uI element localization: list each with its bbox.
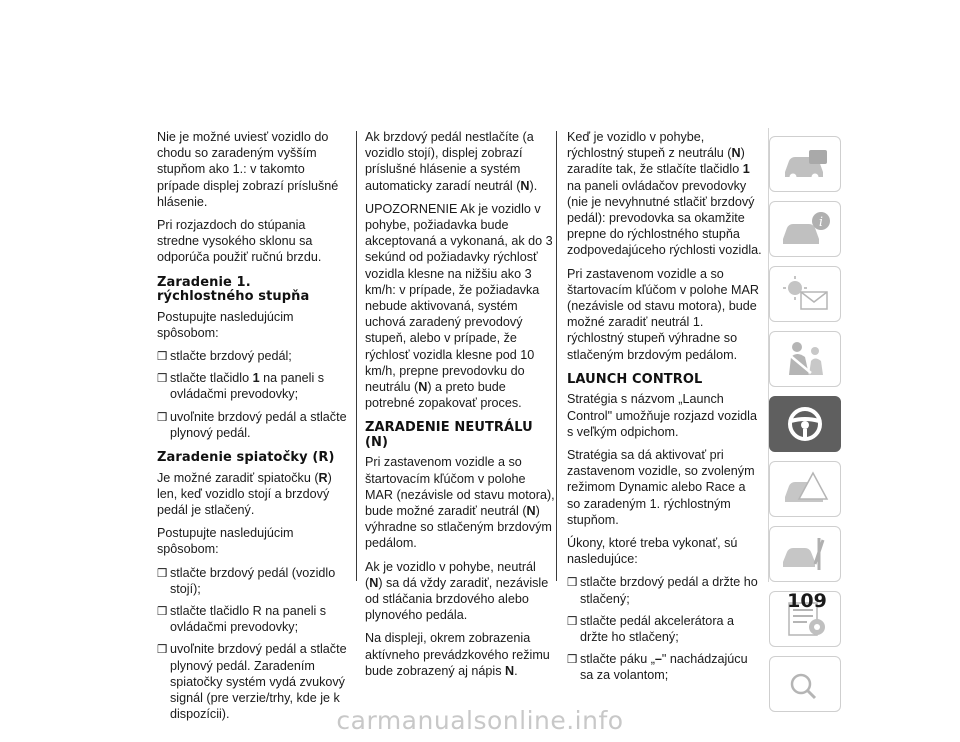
passenger-safety-icon — [779, 339, 831, 379]
checkbox-bullet-icon: ❒ — [157, 351, 168, 364]
paragraph: Stratégia sa dá aktivovať pri zastavenom vozidle, so zvoleným režimom Dynamic alebo Race a so zaradeným 1. rýchlostným stupňom. — [567, 447, 755, 527]
warning-lights-icon — [779, 274, 831, 314]
step-list — [567, 574, 762, 683]
list-item: ❒ stlačte brzdový pedál (vozidlo stojí); — [157, 565, 336, 596]
button-key: 1 — [742, 162, 750, 177]
text-column-1 — [157, 129, 347, 728]
gear-key: N — [418, 380, 428, 395]
emergency-car-icon — [779, 469, 831, 509]
tab-emergency[interactable] — [769, 461, 841, 517]
paragraph: Na displeji, okrem zobrazenia aktívneho prevádzkového režimu bude zobrazený aj nápis N. — [365, 631, 550, 678]
tab-starting-driving[interactable] — [769, 396, 841, 452]
checkbox-bullet-icon: ❒ — [157, 411, 168, 424]
paragraph: Postupujte nasledujúcim spôsobom: — [157, 526, 294, 557]
tab-index[interactable] — [769, 656, 841, 712]
paragraph: Je možné zaradiť spiatočku (R) len, keď vozidlo stojí a brzdový pedál je stlačený. — [157, 470, 332, 517]
paragraph: Pri zastavenom vozidle a so štartovacím kľúčom v polohe MAR (nezávisle od stavu motora), bude možné zaradiť neutrál 1. rýchlostný stupeň výhradne so stlačeným brzdovým pedálom. — [567, 266, 759, 362]
checkbox-bullet-icon: ❒ — [567, 577, 578, 590]
list-item: ❒ stlačte pedál akcelerátora a držte ho stlačený; — [567, 613, 735, 644]
checkbox-bullet-icon: ❒ — [157, 567, 168, 580]
gear-key: N — [505, 663, 515, 678]
index-search-icon — [779, 664, 831, 704]
step-list — [157, 565, 347, 723]
maintenance-tools-icon — [779, 534, 831, 574]
gear-key: N — [369, 575, 379, 590]
tab-maintenance[interactable] — [769, 526, 841, 582]
tab-occupant-safety[interactable] — [769, 331, 841, 387]
button-key: 1 — [252, 371, 260, 386]
paragraph: Postupujte nasledujúcim spôsobom: — [157, 309, 294, 340]
gear-key: N — [526, 504, 536, 519]
tab-safety-info[interactable] — [769, 201, 841, 257]
watermark: carmanualsonline.info — [336, 706, 624, 735]
text-column-3 — [567, 129, 762, 690]
paragraph: Ak je vozidlo v pohybe, neutrál (N) sa dá vždy zaradiť, nezávisle od stláčania brzdového alebo plynového pedála. — [365, 559, 549, 623]
paragraph: Pri zastavenom vozidle a so štartovacím kľúčom v polohe MAR (nezávisle od stavu motora), bude možné zaradiť neutrál (N) výhradne so stlačeným brzdovým pedálom. — [365, 455, 555, 551]
list-item: ❒ stlačte tlačidlo 1 na paneli s ovládačmi prevodovky; — [157, 371, 325, 402]
chapter-tabs — [769, 136, 841, 721]
list-item: ❒ uvoľnite brzdový pedál a stlačte plynový pedál. — [157, 409, 347, 440]
page-number: 109 — [787, 590, 827, 612]
section-heading: LAUNCH CONTROL — [567, 371, 703, 387]
list-item: ❒ stlačte tlačidlo R na paneli s ovládačmi prevodovky; — [157, 603, 327, 635]
paragraph: UPOZORNENIE Ak je vozidlo v pohybe, požiadavka bude akceptovaná a vykonaná, ak do 3 sekúnd od požiadavky rýchlosť vozidla klesne na nižšiu ako 3 km/h: v prípade, že požiadavka nebude aktivovaná, systém uchová zaradený prevodový stupeň, alebo v prípade, že rýchlosť vozidla klesne pod 10 km/h, prepne prevodovku do neutrálu (N) a preto bude potrebné zopakovať proces. — [365, 201, 553, 411]
checkbox-bullet-icon: ❒ — [157, 373, 168, 386]
step-list — [157, 348, 347, 441]
paragraph: Pri rozjazdoch do stúpania stredne vysokého sklonu sa odporúča použiť ručnú brzdu. — [157, 218, 322, 265]
list-item: ❒ stlačte páku „–" nachádzajúcu sa za volantom; — [567, 652, 748, 683]
column-divider — [556, 131, 557, 581]
car-info-icon — [779, 209, 831, 249]
paragraph: Stratégia s názvom „Launch Control" umožňuje rozjazd vozidla s veľkým odpichom. — [567, 392, 757, 439]
svg-text:i: i — [818, 215, 824, 230]
checkbox-bullet-icon: ❒ — [157, 605, 168, 618]
gear-key: N — [731, 146, 741, 161]
paragraph: Keď je vozidlo v pohybe, rýchlostný stupeň z neutrálu (N) zaradíte tak, že stlačíte tlačidlo 1 na paneli ovládačov prevodovky (nie je nevyhnutné stlačiť brzdový pedál): prevodovka sa okamžite prepne do rýchlostného stupňa zodpovedajúceho rýchlosti vozidla. — [567, 130, 762, 258]
paragraph: Ak brzdový pedál nestlačíte (a vozidlo stojí), displej zobrazí príslušné hlásenie a systém automaticky zaradí neutrál (N). — [365, 130, 538, 193]
paragraph: Nie je možné uviesť vozidlo do chodu so zaradeným vyšším stupňom ako 1.: v takomto prípade displej zobrazí príslušné hlásenie. — [157, 130, 339, 209]
section-heading: Zaradenie 1. rýchlostného stupňa — [157, 274, 310, 305]
steering-wheel-icon — [779, 404, 831, 444]
car-warning-icon — [779, 144, 831, 184]
checkbox-bullet-icon: ❒ — [567, 654, 578, 667]
list-item: ❒ uvoľnite brzdový pedál a stlačte plynový pedál. Zaradením spiatočky systém vydá zvukový signál (pre verzie/trhy, kde je k dispozícii). — [157, 642, 347, 722]
gear-key: N — [520, 178, 530, 193]
column-divider — [356, 131, 357, 581]
list-item: ❒ stlačte brzdový pedál a držte ho stlačený; — [567, 575, 758, 606]
gear-key: R — [318, 470, 328, 485]
tab-warning-lights[interactable] — [769, 266, 841, 322]
checkbox-bullet-icon: ❒ — [157, 644, 168, 657]
checkbox-bullet-icon: ❒ — [567, 615, 578, 628]
paragraph: Úkony, ktoré treba vykonať, sú nasledujúce: — [567, 535, 738, 567]
tab-dashboard[interactable] — [769, 136, 841, 192]
section-heading: ZARADENIE NEUTRÁLU (N) — [365, 420, 533, 450]
section-heading: Zaradenie spiatočky (R) — [157, 450, 335, 466]
list-item: ❒ stlačte brzdový pedál; — [157, 348, 347, 364]
paddle-key: – — [654, 652, 662, 667]
text-column-2 — [365, 129, 555, 686]
